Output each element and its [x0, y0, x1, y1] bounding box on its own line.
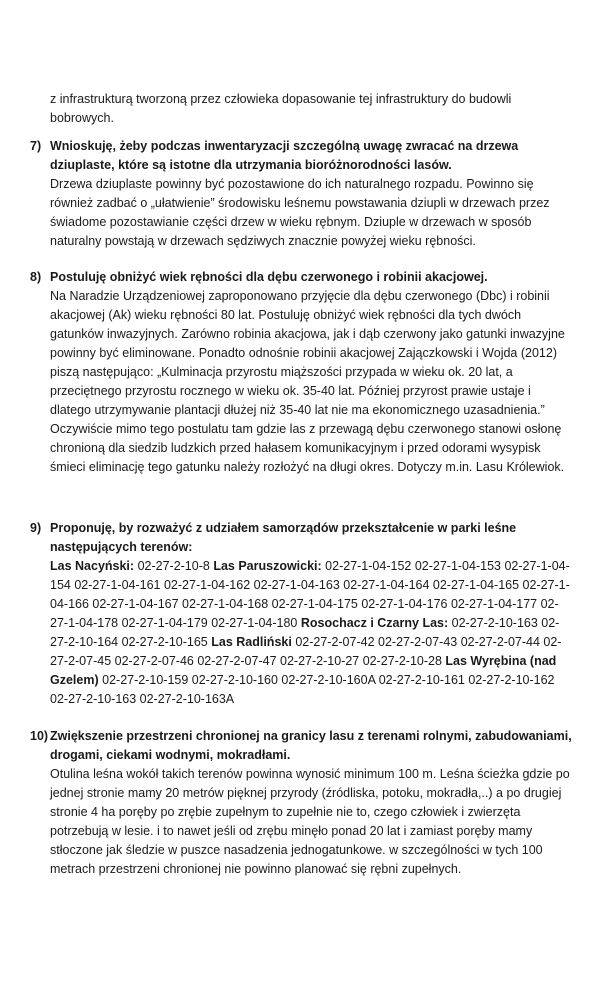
item-number: 10): [30, 729, 49, 743]
item-text: Na Naradzie Urządzeniowej zaproponowano przyjęcie dla dębu czerwonego (Dbc) i robinii akacjowej (Ak) wieku rębności 80 lat. Postuluję obniżyć wiek rębności dla tych dwóch gatunków inwazyjnych. Zarówno robinia akacjowa, jak i dąb czerwony jako gatunki inwazyjne powinny być eliminowane. Ponadto odnośnie robinii akacjowej Zajączkowski i Wojda (2012) piszą następująco: „Kulminacja przyrostu miąższości przypada w wieku ok. 20 lat, a przeciętnego przyrostu rocznego w wieku ok. 35-40 lat. Później przyrost prawie ustaje i dlatego utrzymywanie plantacji dłużej niż 35-40 lat nie ma ekonomicznego uzasadnienia.” Oczywiście mimo tego postulatu tam gdzie las z przewagą dębu czerwonego stanowi osłonę chronioną dla siedzib ludzkich przed hałasem komunikacyjnym i przed odorami wysypisk śmieci eliminację tego gatunku należy rozłożyć na długi okres. Dotyczy m.in. Lasu Królewiok.: [50, 289, 565, 474]
parcel-codes: 02-27-2-10-159 02-27-2-10-160 02-27-2-10-160A 02-27-2-10-161 02-27-2-10-162 02-27-2-10-163 02-27-2-10-163A: [50, 673, 555, 706]
parcel-name: Las Wyrębina (nad Gzelem): [50, 654, 557, 687]
parcel-list: [50, 557, 575, 709]
item-heading: Proponuję, by rozważyć z udziałem samorządów przekształcenie w parki leśne następujących terenów:: [50, 521, 517, 554]
parcel-codes: 02-27-2-10-163 02-27-2-10-164 02-27-2-10-165: [50, 616, 560, 649]
parcel-codes: 02-27-2-10-8: [137, 559, 210, 573]
parcel-name: Las Paruszowicki:: [213, 559, 322, 573]
item-heading: Postuluję obniżyć wiek rębności dla dębu czerwonego i robinii akacjowej.: [50, 270, 488, 284]
item-number: 9): [30, 521, 42, 535]
parcel-name: Rosochacz i Czarny Las:: [300, 616, 449, 630]
item-text: Drzewa dziuplaste powinny być pozostawione do ich naturalnego rozpadu. Powinno się również zadbać o „ułatwienie” środowisku leśnemu powstawania dziupli w drzewach przez świadome pozostawianie części drzew w wieku rębnym. Dziuple w drzewach w sposób naturalny powstają w drzewach sędziwych znacznie powyżej wieku rębności.: [50, 177, 550, 248]
item-number: 7): [30, 139, 42, 153]
list-item-7: [30, 137, 575, 251]
item-number: 8): [30, 270, 42, 284]
item-heading: Wnioskuję, żeby podczas inwentaryzacji szczególną uwagę zwracać na drzewa dziuplaste, które są istotne dla utrzymania bioróżnorodności lasów.: [50, 139, 519, 172]
parcel-name: Las Nacyński:: [50, 559, 135, 573]
item-text: Otulina leśna wokół takich terenów powinna wynosić minimum 100 m. Leśna ścieżka gdzie po jednej stronie mamy 20 metrów pięknej przyrody (źródliska, potoku, mokradła,..) a po drugiej stronie 4 ha poręby po zrębie zupełnym to zupełnie nie to, czego człowiek i zwierzęta potrzebują w lesie. i to nawet jeśli od zrębu minęło ponad 20 lat i zamiast poręby mamy stłoczone jak śledzie w puszce nasadzenia jednogatunkowe. w szczególności w tych 100 metrach przestrzeni chronionej nie powinno planować się rębni zupełnych.: [50, 767, 570, 876]
list-item-10: [30, 727, 575, 879]
intro-paragraph: z infrastrukturą tworzoną przez człowieka dopasowanie tej infrastruktury do budowli bobrowych.: [50, 92, 512, 125]
parcel-name: Las Radliński: [211, 635, 292, 649]
list-item-9: [30, 519, 575, 709]
parcel-codes: 02-27-2-07-42 02-27-2-07-43 02-27-2-07-44 02-27-2-07-45 02-27-2-07-46 02-27-2-07-47 02-27-2-10-27 02-27-2-10-28: [50, 635, 562, 668]
list-item-8: [30, 268, 575, 477]
item-heading: Zwiększenie przestrzeni chronionej na granicy lasu z terenami rolnymi, zabudowaniami, drogami, ciekami wodnymi, mokradłami.: [50, 729, 572, 762]
parcel-codes: 02-27-1-04-152 02-27-1-04-153 02-27-1-04-154 02-27-1-04-161 02-27-1-04-162 02-27-1-04-163 02-27-1-04-164 02-27-1-04-165 02-27-1-04-166 02-27-1-04-167 02-27-1-04-168 02-27-1-04-175 02-27-1-04-176 02-27-1-04-177 02-27-1-04-178 02-27-1-04-179 02-27-1-04-180: [50, 559, 570, 630]
